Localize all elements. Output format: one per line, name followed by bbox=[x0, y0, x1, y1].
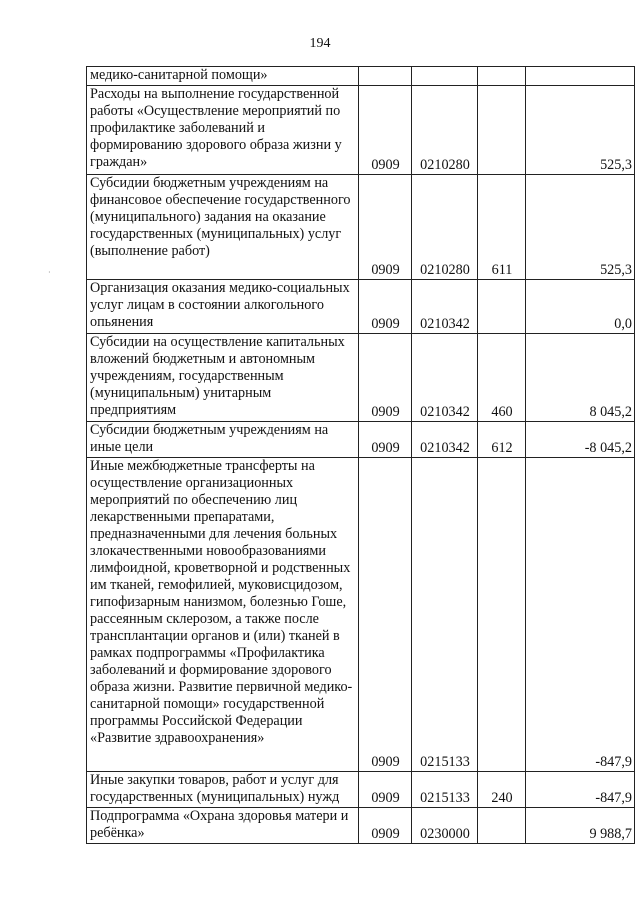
row-code bbox=[412, 67, 478, 86]
table-row bbox=[87, 67, 635, 86]
row-code: 0210280 bbox=[412, 175, 478, 280]
row-section bbox=[359, 67, 412, 86]
row-name: Подпрограмма «Охрана здоровья матери и ребёнка» bbox=[87, 808, 359, 844]
row-amount: 8 045,2 bbox=[526, 334, 635, 422]
row-amount: 525,3 bbox=[526, 86, 635, 175]
row-amount: 525,3 bbox=[526, 175, 635, 280]
row-code: 0210342 bbox=[412, 334, 478, 422]
row-amount bbox=[526, 67, 635, 86]
row-code: 0230000 bbox=[412, 808, 478, 844]
row-section: 0909 bbox=[359, 772, 412, 808]
row-code: 0210342 bbox=[412, 422, 478, 458]
row-name: Организация оказания медико-социальных услуг лицам в состоянии алкогольного опьянения bbox=[87, 280, 359, 334]
row-amount: 9 988,7 bbox=[526, 808, 635, 844]
row-type: 612 bbox=[478, 422, 526, 458]
row-name: медико-санитарной помощи» bbox=[87, 67, 359, 86]
row-type bbox=[478, 67, 526, 86]
row-code: 0210342 bbox=[412, 280, 478, 334]
row-type: 240 bbox=[478, 772, 526, 808]
table-row bbox=[87, 280, 635, 334]
row-section: 0909 bbox=[359, 175, 412, 280]
table-row bbox=[87, 334, 635, 422]
row-amount: -8 045,2 bbox=[526, 422, 635, 458]
table-row bbox=[87, 808, 635, 844]
row-type bbox=[478, 458, 526, 772]
row-section: 0909 bbox=[359, 808, 412, 844]
row-amount: -847,9 bbox=[526, 772, 635, 808]
row-code: 0210280 bbox=[412, 86, 478, 175]
margin-mark: · bbox=[48, 268, 51, 277]
table-row bbox=[87, 86, 635, 175]
table-row bbox=[87, 772, 635, 808]
row-name: Иные межбюджетные трансферты на осуществление организационных мероприятий по обеспечению лиц лекарственными препаратами, предназначенными для лечения больных злокачественными новообразованиями лимфоидной, кроветворной и родственных им тканей, гемофилией, муковисцидозом, гипофизарным нанизмом, болезнью Гоше, рассеянным склерозом, а также после трансплантации органов и (или) тканей в рамках подпрограммы «Профилактика заболеваний и формирование здорового образа жизни. Развитие первичной медико-санитарной помощи» государственной программы Российской Федерации «Развитие здравоохранения» bbox=[87, 458, 359, 772]
table-row bbox=[87, 175, 635, 280]
row-section: 0909 bbox=[359, 334, 412, 422]
row-amount: 0,0 bbox=[526, 280, 635, 334]
row-type: 611 bbox=[478, 175, 526, 280]
row-type bbox=[478, 808, 526, 844]
budget-table bbox=[86, 66, 635, 844]
row-code: 0215133 bbox=[412, 458, 478, 772]
page-number: 194 bbox=[309, 36, 331, 51]
row-name: Субсидии бюджетным учреждениям на иные цели bbox=[87, 422, 359, 458]
row-name: Расходы на выполнение государственной работы «Осуществление мероприятий по профилактике заболеваний и формированию здорового образа жизни у граждан» bbox=[87, 86, 359, 175]
row-name: Субсидии на осуществление капитальных вложений бюджетным и автономным учреждениям, государственным (муниципальным) унитарным предприятиям bbox=[87, 334, 359, 422]
row-section: 0909 bbox=[359, 280, 412, 334]
row-section: 0909 bbox=[359, 422, 412, 458]
row-section: 0909 bbox=[359, 458, 412, 772]
table-row bbox=[87, 458, 635, 772]
row-type: 460 bbox=[478, 334, 526, 422]
row-name: Субсидии бюджетным учреждениям на финансовое обеспечение государственного (муниципального) задания на оказание государственных (муниципальных) услуг (выполнение работ) bbox=[87, 175, 359, 280]
row-type bbox=[478, 86, 526, 175]
row-code: 0215133 bbox=[412, 772, 478, 808]
row-amount: -847,9 bbox=[526, 458, 635, 772]
table-row bbox=[87, 422, 635, 458]
row-type bbox=[478, 280, 526, 334]
row-name: Иные закупки товаров, работ и услуг для государственных (муниципальных) нужд bbox=[87, 772, 359, 808]
row-section: 0909 bbox=[359, 86, 412, 175]
